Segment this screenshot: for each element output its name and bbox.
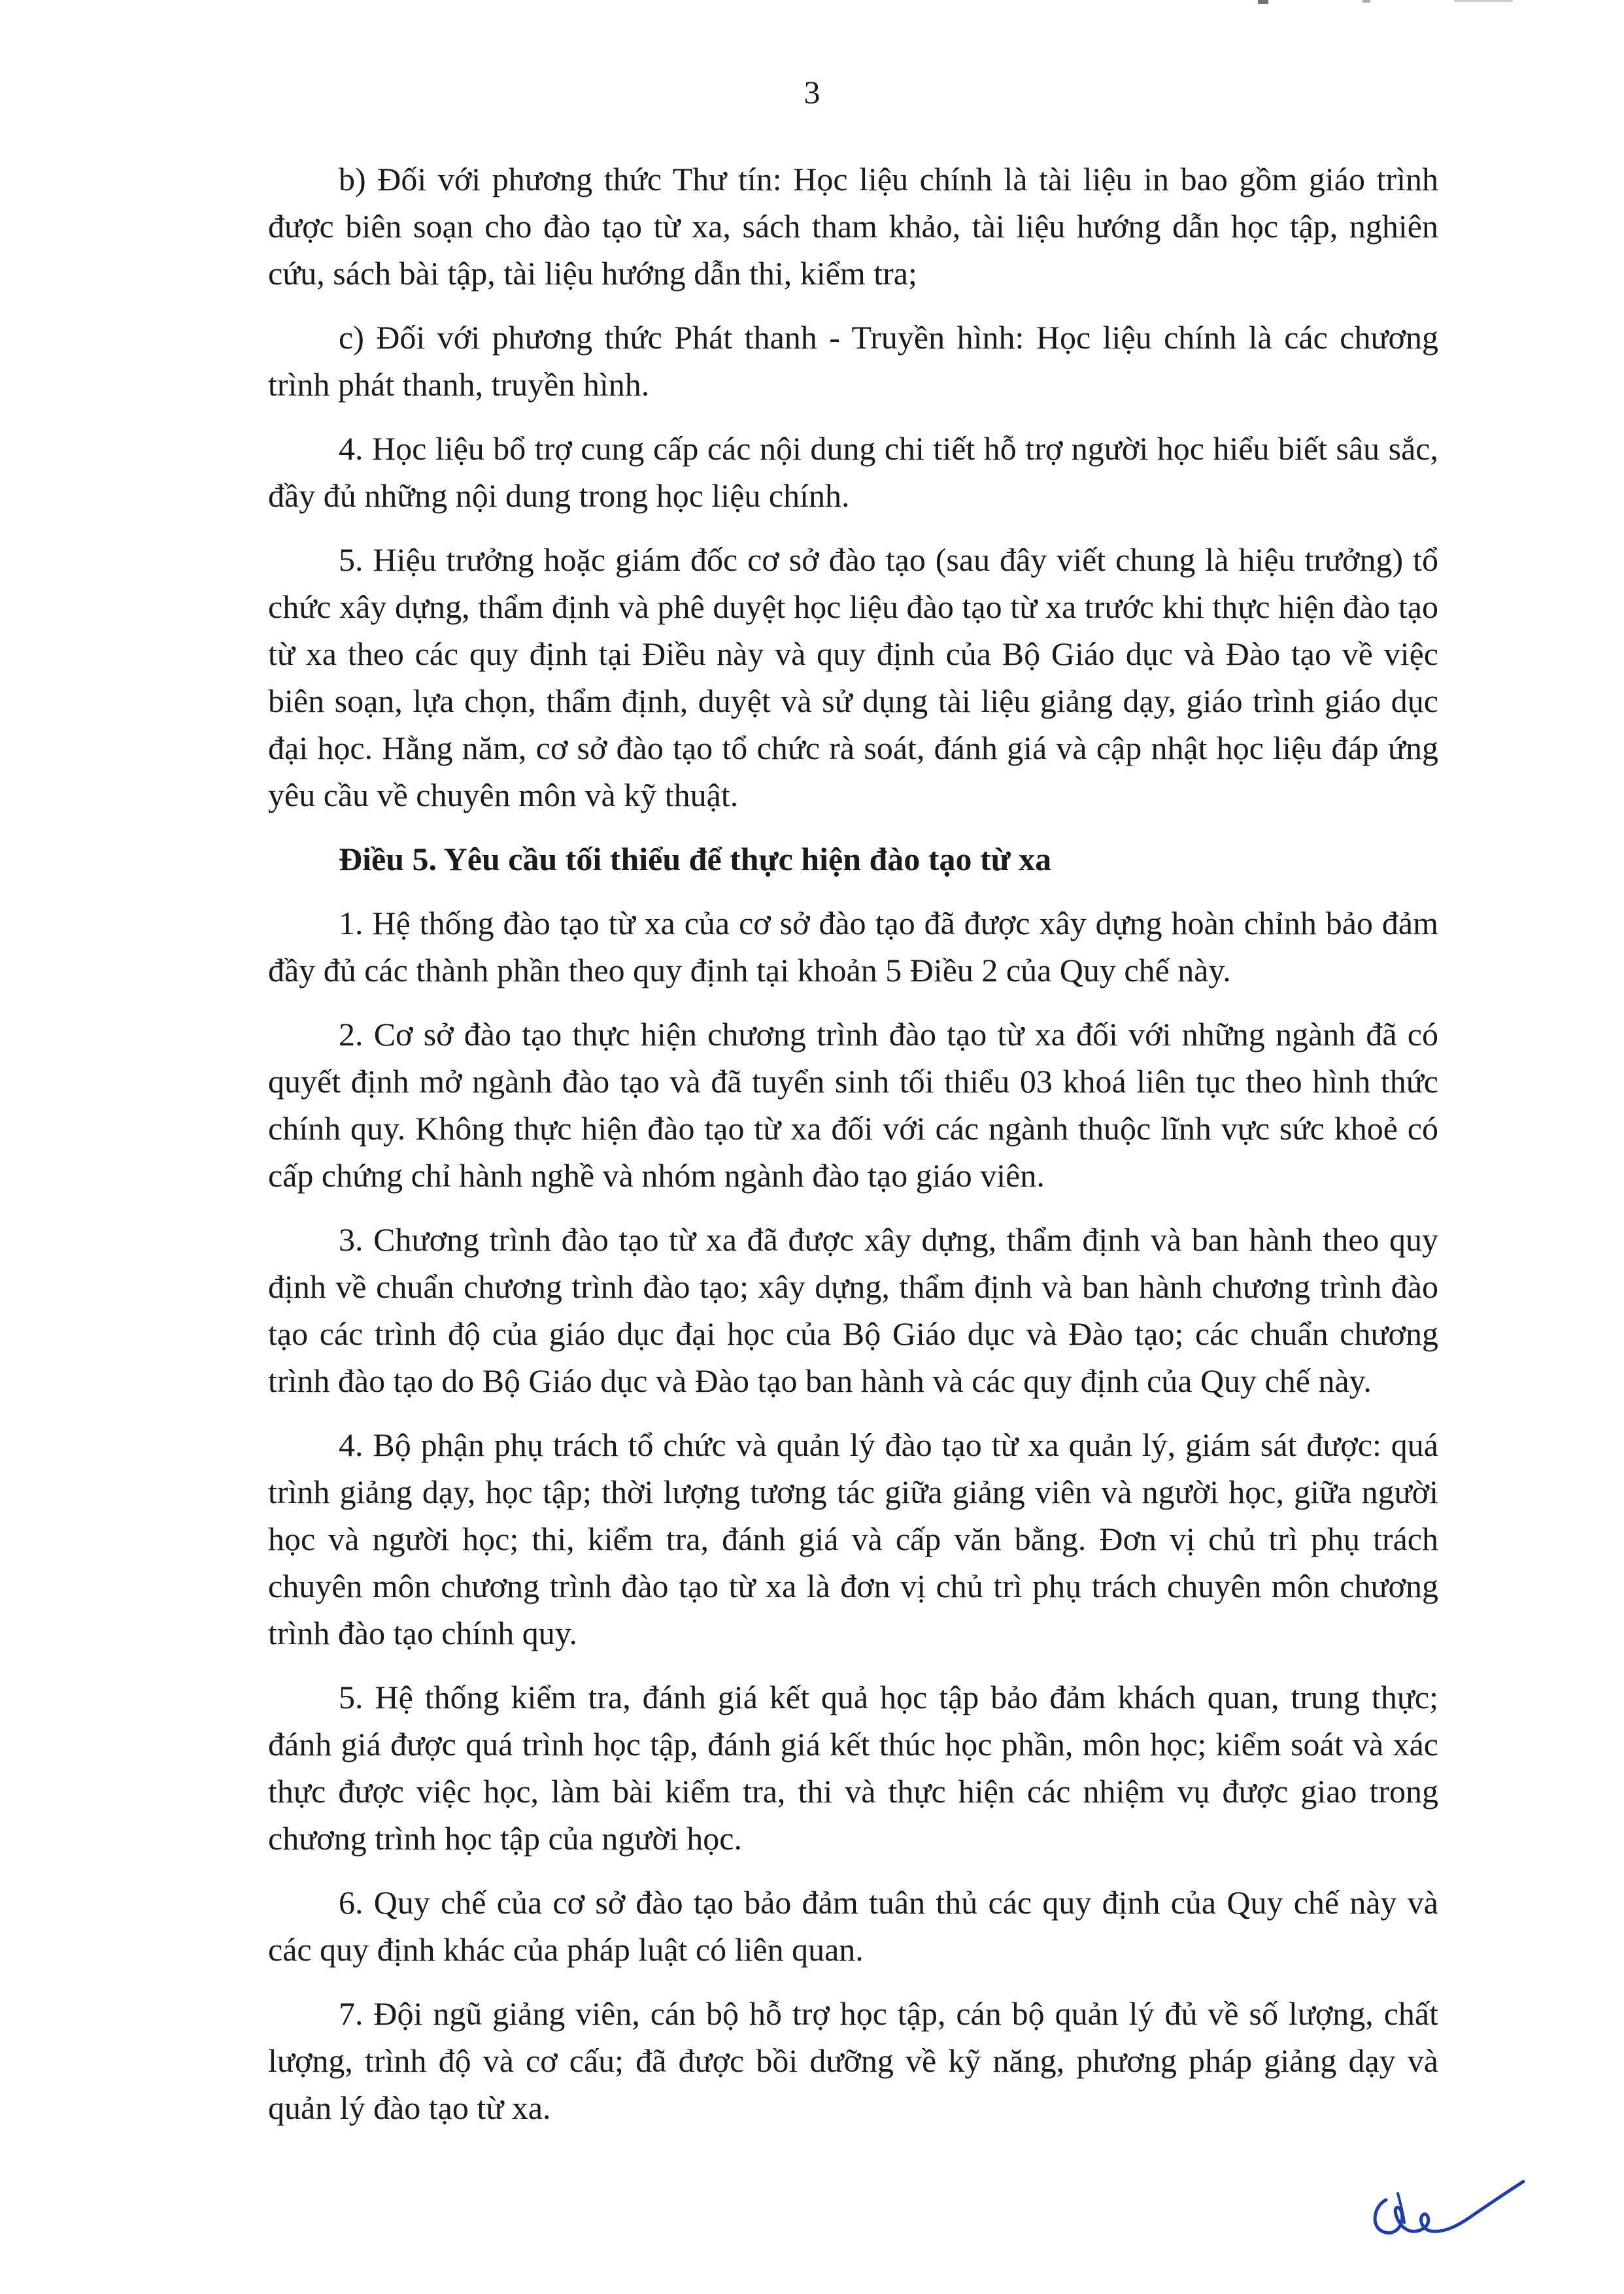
page-number: 3 [804,74,820,110]
initials-signature [1360,2174,1530,2252]
article-5-item-3: 3. Chương trình đào tạo từ xa đã được xây dựng, thẩm định và ban hành theo quy định về chuẩn chương trình đào tạo; xây dựng, thẩm định và ban hành chương trình đào tạo các trình độ của giáo dục đại học của Bộ Giáo dục và Đào tạo; các chuẩn chương trình đào tạo do Bộ Giáo dục và Đào tạo ban hành và các quy định của Quy chế này. [268,1221,1438,1399]
article-5-item-2: 2. Cơ sở đào tạo thực hiện chương trình đào tạo từ xa đối với những ngành đã có quyết định mở ngành đào tạo và đã tuyển sinh tối thiểu 03 khoá liên tục theo hình thức chính quy. Không thực hiện đào tạo từ xa đối với các ngành thuộc lĩnh vực sức khoẻ có cấp chứng chỉ hành nghề và nhóm ngành đào tạo giáo viên. [268,1016,1438,1194]
article-5-item-1: 1. Hệ thống đào tạo từ xa của cơ sở đào tạo đã được xây dựng hoàn chỉnh bảo đảm đầy đủ các thành phần theo quy định tại khoản 5 Điều 2 của Quy chế này. [268,905,1438,988]
document-body [268,156,1438,2148]
scan-edge-marks [1258,0,1532,9]
paragraph-b-mail-method: b) Đối với phương thức Thư tín: Học liệu chính là tài liệu in bao gồm giáo trình được biên soạn cho đào tạo từ xa, sách tham khảo, tài liệu hướng dẫn học tập, nghiên cứu, sách bài tập, tài liệu hướng dẫn thi, kiểm tra; [268,161,1438,292]
paragraph-4-supplementary-materials: 4. Học liệu bổ trợ cung cấp các nội dung chi tiết hỗ trợ người học hiểu biết sâu sắc, đầy đủ những nội dung trong học liệu chính. [268,430,1438,514]
article-5-item-6: 6. Quy chế của cơ sở đào tạo bảo đảm tuân thủ các quy định của Quy chế này và các quy định khác của pháp luật có liên quan. [268,1884,1438,1968]
article-5-heading: Điều 5. Yêu cầu tối thiểu để thực hiện đào tạo từ xa [339,841,1052,877]
article-5-item-4: 4. Bộ phận phụ trách tổ chức và quản lý đào tạo từ xa quản lý, giám sát được: quá trình giảng dạy, học tập; thời lượng tương tác giữa giảng viên và người học, giữa người học và người học; thi, kiểm tra, đánh giá và cấp văn bằng. Đơn vị chủ trì phụ trách chuyên môn chương trình đào tạo từ xa là đơn vị chủ trì phụ trách chuyên môn chương trình đào tạo chính quy. [268,1426,1438,1651]
article-5-item-5: 5. Hệ thống kiểm tra, đánh giá kết quả học tập bảo đảm khách quan, trung thực; đánh giá được quá trình học tập, đánh giá kết thúc học phần, môn học; kiểm soát và xác thực được việc học, làm bài kiểm tra, thi và thực hiện các nhiệm vụ được giao trong chương trình học tập của người học. [268,1679,1438,1857]
paragraph-c-broadcast-method: c) Đối với phương thức Phát thanh - Truyền hình: Học liệu chính là các chương trình phát thanh, truyền hình. [268,319,1438,403]
article-5-item-7: 7. Đội ngũ giảng viên, cán bộ hỗ trợ học tập, cán bộ quản lý đủ về số lượng, chất lượng, trình độ và cơ cấu; đã được bồi dưỡng về kỹ năng, phương pháp giảng dạy và quản lý đào tạo từ xa. [268,1995,1438,2126]
paragraph-5-principal-responsibility: 5. Hiệu trưởng hoặc giám đốc cơ sở đào tạo (sau đây viết chung là hiệu trưởng) tổ chức xây dựng, thẩm định và phê duyệt học liệu đào tạo từ xa trước khi thực hiện đào tạo từ xa theo các quy định tại Điều này và quy định của Bộ Giáo dục và Đào tạo về việc biên soạn, lựa chọn, thẩm định, duyệt và sử dụng tài liệu giảng dạy, giáo trình giáo dục đại học. Hằng năm, cơ sở đào tạo tổ chức rà soát, đánh giá và cập nhật học liệu đáp ứng yêu cầu về chuyên môn và kỹ thuật. [268,541,1438,813]
